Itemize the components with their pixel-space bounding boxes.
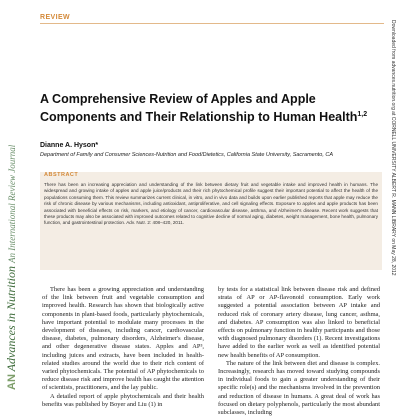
download-note: Downloaded from advances.nutrition.org at CORNELL UNIVERSITY ALBERT R. MANN LIBRARY on May 28, 2012 [390, 20, 396, 276]
body-paragraph: There has been a growing appreciation and understanding of the link between fruit and vegetable consumption and improved health. Research has shown that biologically active components in plant-based foods, particularly phytochemicals, have important potential to modulate many processes in the development of diseases, including cancer, cardiovascular disease, diabetes, pulmonary disorders, Alzheimer's disease, and other degenerative disease states. Apples and AP³, including juices and extracts, have been included in health-related studies around the world due to their rich content of varied phytochemicals. The potential of AP phytochemicals to reduce disease risk and improve health has caught the attention of scientists, practitioners, and the lay public. [42, 286, 204, 392]
body-column-right [218, 286, 380, 417]
body-column-left [42, 286, 204, 409]
article-title [40, 92, 370, 125]
body-paragraph: by tests for a statistical link between disease risk and defined strata of AP or AP-flavonoid consumption. Early work suggested a potential association between AP intake and reduced risk of coronary artery disease, lung cancer, asthma, and diabetes. AP consumption was also linked to beneficial effects on pulmonary function in healthy participants and those with diagnosed pulmonary disorders (1). Recent investigations have added to the earlier work as well as identified potential new health benefits of AP consumption. [218, 286, 380, 359]
journal-name-vertical [4, 145, 19, 390]
journal-name: Advances in Nutrition [4, 265, 18, 372]
abstract-text: There has been an increasing appreciation and understanding of the link between dietary fruit and vegetable intake and improved health in humans. The widespread and growing intake of apples and apple juice/products and their rich phytochemical profile suggest their important potential to affect the health of the populations consuming them. This review summarizes current clinical, in vitro, and in vivo data and builds upon earlier published reports that apple may reduce the risk of chronic disease by various mechanisms, including antioxidant, antiproliferative, and cell signaling effects. Exposure to apples and apple products has been associated with beneficial effects on risk, markers, and etiology of cancer, cardiovascular disease, asthma, and Alzheimer's disease. Recent work suggests that these products may also be associated with improved outcomes related to cognitive decline of normal aging, diabetes, weight management, bone health, pulmonary function, and gastrointestinal protection. Adv. Nutr. 2: 408–420, 2011. [44, 182, 378, 226]
body-paragraph: The nature of the link between diet and disease is complex. Increasingly, research has moved toward studying compounds in individual foods to gain a greater understanding of their specific role(s) and the mechanisms involved in the prevention and reduction of disease in humans. A great deal of work has focused on dietary polyphenols, particularly the most abundant subclasses, including [218, 359, 380, 417]
journal-tagline: An International Review Journal [7, 144, 17, 263]
article-title-text: A Comprehensive Review of Apples and Apple Components and Their Relationship to Human Health [40, 92, 358, 125]
header-rule [40, 23, 384, 24]
journal-mark: AN [6, 374, 18, 390]
abstract-heading: ABSTRACT [44, 172, 79, 178]
body-paragraph: A detailed report of apple phytochemicals and their health benefits was published by Boyer and Liu (1) in [42, 392, 204, 408]
journal-sidebar [0, 0, 22, 400]
author-affiliation: Department of Family and Consumer Sciences-Nutrition and Food/Dietetics, California State University, Sacramento, CA [40, 152, 334, 158]
title-footnote-marks: 1,2 [357, 111, 368, 118]
author-name: Dianne A. Hyson* [40, 142, 99, 149]
section-label: REVIEW [40, 14, 71, 21]
